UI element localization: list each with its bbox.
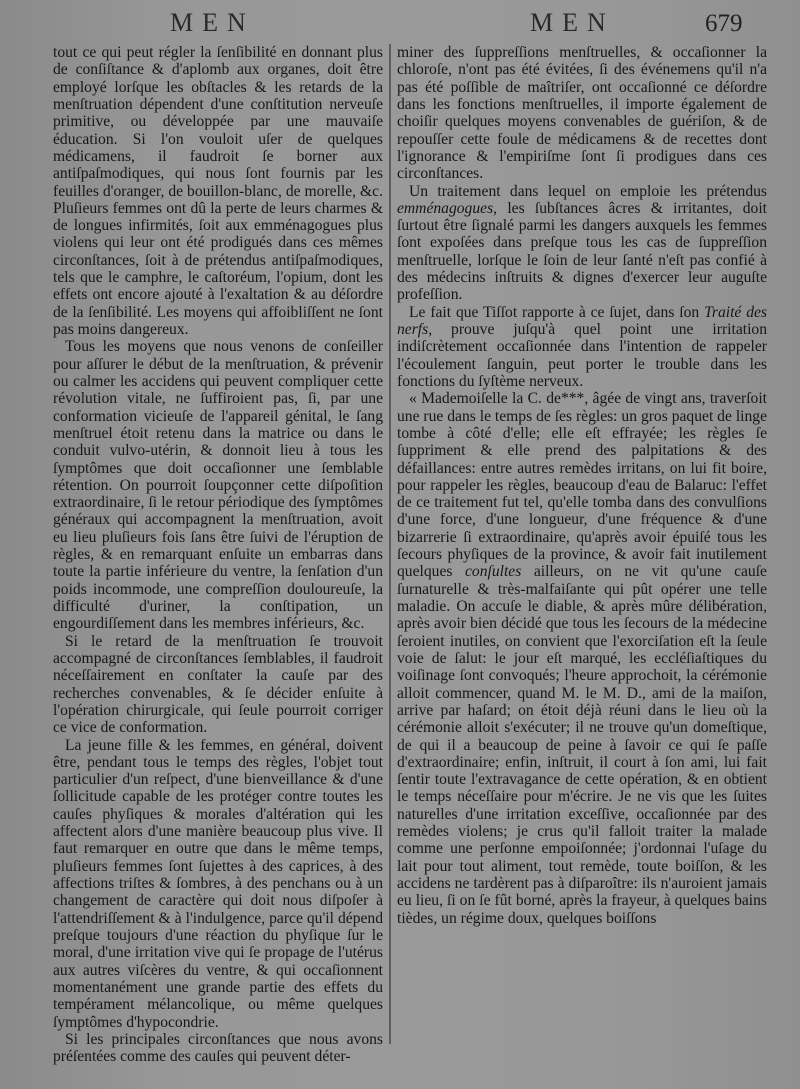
paragraph: « Mademoiſelle la C. de***, âgée de vingt ans, traverſoit une rue dans le temps de ſes règles: un gros paquet de linge tombe à côté d'elle; elle eſt effrayée; les règles ſe ſuppriment & elle prend des palpitations & des défaillances: entre autres remèdes irritans, on lui fit boire, pour rappeler les règles, beaucoup d'eau de Balaruc: l'effet de ce traitement fut tel, qu'elle tomba dans des convulſions d'une force, d'une longueur, d'une fréquence & d'une bizarrerie ſi extraordinaire, qu'après avoir épuiſé tous les ſecours phyſiques de la province, & avoir fait inutilement quelques conſultes ailleurs, on ne vit qu'une cauſe ſurnaturelle & très-malfaiſante qui pût opérer une telle maladie. On accuſe le diable, & après mûre délibération, après avoir bien décidé que tous les ſecours de la médecine ſeroient inutiles, on convient que l'exorciſation eſt la ſeule voie de ſalut: le jour eſt marqué, les eccléſiaſtiques du voiſinage ſont convoqués; l'heure approchoit, la cérémonie alloit commencer, quand M. le M. D., ami de la maiſon, arrive par haſard; on étoit déjà réuni dans le lieu où la cérémonie alloit s'exécuter; il ne trouve qu'un domeſtique, de qui il a beaucoup de peine à ſavoir ce qui ſe paſſe d'extraordinaire; enfin, inſtruit, il court à ſon ami, lui fait ſentir toute l'extravagance de cette opération, & en obtient le temps néceſſaire pour m'écrire. Je ne vis que les ſuites naturelles d'une irritation exceſſive, occaſionnée par des remèdes violens; je crus qu'il falloit traiter la malade comme une perſonne empoiſonnée; j'ordonnai l'uſage du lait pour tout aliment, tout remède, toute boiſſon, & les accidens ne tardèrent pas à diſparoître: ils n'auroient jamais eu lieu, ſi on ſe fût borné, après la frayeur, à quelques bains tièdes, un régime doux, quelques boiſſons (397, 390, 767, 927)
right-column (397, 44, 767, 927)
paragraph: Si les principales circonſtances que nous avons préſentées comme des cauſes qui peuvent déter- (53, 1030, 383, 1066)
page-number: 679 (705, 10, 743, 37)
paragraph: La jeune fille & les femmes, en général, doivent être, pendant tous le temps des règles, l'objet tout particulier d'un reſpect, d'une bienveillance & d'une ſollicitude capable de les protéger contre toutes les cauſes phyſiques & morales d'altération qui les affectent alors d'une manière beaucoup plus vive. Il faut remarquer en outre que dans le même temps, pluſieurs femmes ſont ſujettes à des caprices, à des affections triſtes & ſombres, à des penchans ou à un changement de caractère qui doit nous diſpoſer à l'attendriſſement & à l'indulgence, parce qu'il dépend preſque toujours d'une réaction du phyſique ſur le moral, d'une irritation vive qui ſe propage de l'utérus aux autres viſcères du ventre, & qui occaſionnent momentanément une grande partie des effets du tempérament mélancolique, ou même quelques ſymptômes d'hypocondrie. (53, 736, 383, 1031)
header-left-word: MEN (170, 8, 255, 37)
paragraph: Un traitement dans lequel on emploie les prétendus emménagogues, les ſubſtances âcres & irritantes, doit ſurtout être ſignalé parmi les dangers auxquels les femmes ſont expoſées dans preſque tous les cas de ſuppreſſion menſtruelle, lorſque le ſoin de leur ſanté n'eſt pas confié à des médecins inſtruits & dignes d'exercer leur auguſte profeſſion. (397, 182, 767, 304)
header-right-word: MEN (530, 8, 615, 37)
left-column (53, 44, 383, 1065)
paragraph: Tous les moyens que nous venons de conſeiller pour aſſurer le début de la menſtruation, & prévenir ou calmer les accidens qui peuvent compliquer cette révolution vitale, ne ſuffiroient pas, ſi, par une conformation vicieuſe de l'appareil génital, le ſang menſtruel étoit retenu dans la matrice ou dans le conduit vulvo-utérin, & donnoit lieu à tous les ſymptômes que doit occaſionner une ſemblable rétention. On pourroit ſoupçonner cette diſpoſition extraordinaire, ſi le retour périodique des ſymptômes généraux qui accompagnent la menſtruation, avoit eu lieu pluſieurs fois ſans être ſuivi de l'éruption de règles, & en remarquant enſuite un embarras dans toute la partie inférieure du ventre, la ſenſation d'un poids incommode, une compreſſion douloureuſe, la difficulté d'uriner, la conſtipation, un engourdiſſement dans les membres inférieurs, &c. (53, 338, 383, 633)
paragraph: miner des ſuppreſſions menſtruelles, & occaſionner la chloroſe, n'ont pas été évitées, ſi des événemens qu'il n'a pas été poſſible de maîtriſer, ont occaſionné ce déſordre dans les fonctions menſtruelles, il importe également de choiſir quelques moyens convenables de guériſon, & de repouſſer cette foule de médicamens & de recettes dont l'ignorance & l'empiriſme ſont ſi prodigues dans ces circonſtances. (397, 44, 767, 183)
paragraph: tout ce qui peut régler la ſenſibilité en donnant plus de conſiſtance & d'aplomb aux organes, doit être employé lorſque les obſtacles & les retards de la menſtruation dépendent d'une conſtitution nerveuſe primitive, ou développée par une mauvaiſe éducation. Si l'on vouloit uſer de quelques médicamens, il faudroit ſe borner aux antiſpaſmodiques, qui nous ſont fournis par les feuilles d'oranger, de bouillon-blanc, de morelle, &c. Pluſieurs femmes ont dû la perte de leurs charmes & de longues infirmités, ſoit aux emménagogues plus violens qui leur ont été prodigués dans ces mêmes circonſtances, ſoit à de prétendus antiſpaſmodiques, tels que le camphre, le caſtoréum, l'opium, dont les effets ont encore ajouté à l'exaltation & au déſordre de la ſenſibilité. Les moyens qui affoibliſſent ne ſont pas moins dangereux. (53, 44, 383, 338)
running-header (0, 8, 800, 42)
paragraph: Si le retard de la menſtruation ſe trouvoit accompagné de circonſtances ſemblables, il faudroit néceſſairement en conſtater la cauſe par des recherches convenables, & ſe décider enſuite à l'opération chirurgicale, qui ſeule pourroit corriger ce vice de conformation. (53, 632, 383, 737)
column-divider (389, 44, 391, 1044)
paragraph: Le fait que Tiſſot rapporte à ce ſujet, dans ſon Traité des nerfs, prouve juſqu'à quel point une irritation indiſcrètement occaſionnée dans l'intention de rappeler l'écoulement ſanguin, peut porter le trouble dans les fonctions du ſyſtème nerveux. (397, 303, 767, 390)
